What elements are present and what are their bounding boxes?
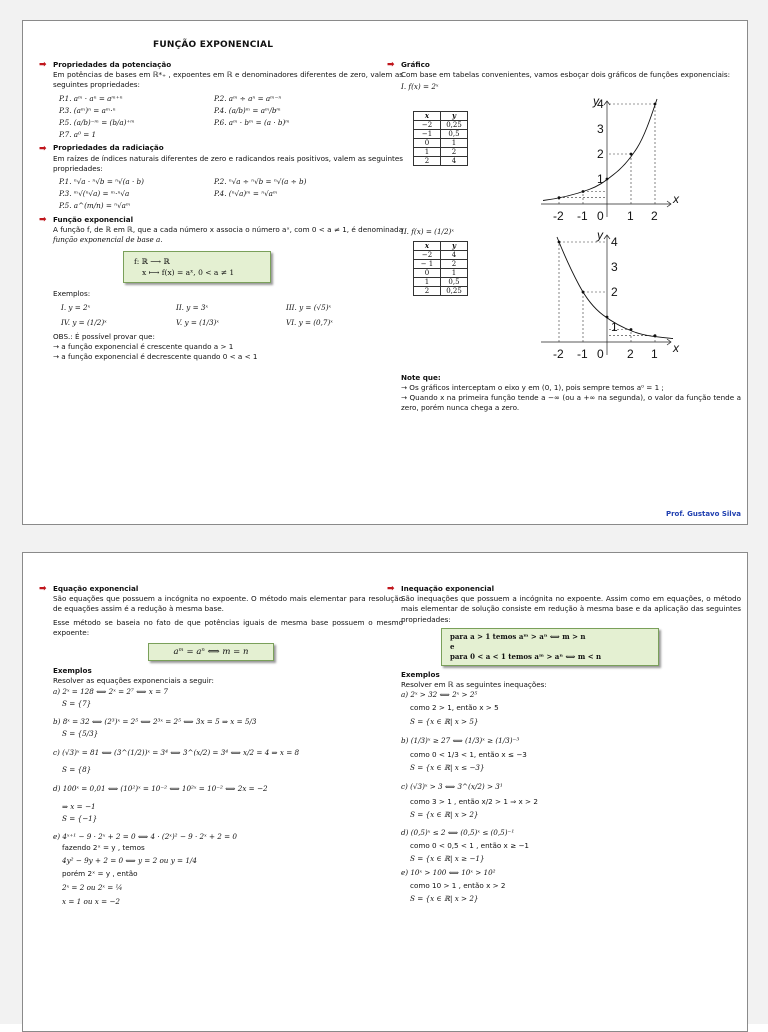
- table-row: 1 2: [414, 147, 468, 156]
- tick-label: 2: [651, 208, 658, 223]
- radiciacao-intro: Em raízes de índices naturais diferentes de zero e radicandos reais positivos, valem as seguintes propriedades:: [53, 153, 403, 173]
- function-2-label: II. f(x) = (1/2)ˣ: [401, 226, 454, 236]
- potenciacao-properties: [59, 94, 403, 141]
- section-funcao-exponencial: ➡ Função exponencial: [39, 214, 134, 225]
- table-row: −1 0,5: [414, 129, 468, 138]
- property: P.1. ⁿ√a · ⁿ√b = ⁿ√(a · b): [59, 177, 144, 187]
- solution-b: S = {5/3}: [62, 729, 99, 739]
- property: P.1. aᵐ · aⁿ = aᵐ⁺ⁿ: [59, 93, 123, 103]
- property: P.4. (a/b)ᵐ = aᵐ/bᵐ: [214, 105, 281, 115]
- solution-d: S = {x ∈ ℝ| x ≥ −1}: [410, 854, 485, 864]
- potenciacao-intro: Em potências de bases em ℝ*₊ , expoentes em ℝ e denominadores diferentes de zero, valem as seguintes propriedades:: [53, 70, 403, 90]
- solution-a: S = {7}: [62, 698, 92, 708]
- axis-label: x: [673, 191, 679, 206]
- property: P.4. (ⁿ√a)ᵐ = ⁿ√aᵐ: [214, 189, 278, 199]
- left-column: [39, 57, 403, 362]
- tick-label: -1: [577, 208, 588, 223]
- axis-label: x: [673, 340, 679, 355]
- section-equacao-exponencial: ➡ Equação exponencial: [39, 584, 139, 595]
- examples-intro: Resolver em ℝ as seguintes inequações:: [401, 680, 547, 690]
- left-column: [39, 581, 403, 908]
- examples-intro: Resolver as equações exponenciais a seguir:: [53, 676, 214, 686]
- function-1-label: I. f(x) = 2ˣ: [401, 82, 439, 92]
- inequality-rules-box: para a > 1 temos aᵐ > aⁿ ⟺ m > n e para 0 < a < 1 temos aᵐ > aⁿ ⟺ m < n: [441, 628, 659, 666]
- obs-crescente: → a função exponencial é crescente quando a > 1: [53, 342, 234, 352]
- tick-label: 0: [597, 346, 604, 361]
- example-b: b) (1/3)ˣ ≥ 27 ⟺ (1/3)ˣ ≥ (1/3)⁻³: [401, 735, 520, 745]
- arrow-bullet-icon: ➡: [387, 584, 395, 595]
- section-radiciacao: ➡ Propriedades da radiciação: [39, 143, 164, 154]
- arrow-bullet-icon: ➡: [39, 214, 47, 225]
- tick-label: 1: [627, 208, 634, 223]
- examples-label: Exemplos: [401, 669, 440, 679]
- arrow-bullet-icon: ➡: [39, 584, 47, 595]
- function-examples: [61, 303, 403, 327]
- step-e-5: x = 1 ou x = −2: [62, 897, 120, 907]
- step-d: ⇒ x = −1: [62, 802, 96, 812]
- tick-label: 1: [597, 171, 604, 186]
- tick-label: 2: [597, 146, 604, 161]
- example-c: c) (√3)ˣ = 81 ⟺ (3^(1/2))ˣ = 3⁴ ⟺ 3^(x/2) = 3⁴ ⟺ x/2 = 4 ⇒ x = 8: [53, 748, 300, 758]
- note-2: → Quando x na primeira função tende a −∞ (ou a +∞ na segunda), o valor da função tende a zero, porém nunca chega a zero.: [401, 393, 741, 413]
- section-grafico: ➡ Gráfico: [387, 60, 430, 71]
- step-e-2: 4y² − 9y + 2 = 0 ⟺ y = 2 ou y = 1/4: [62, 855, 197, 865]
- solution-e: S = {x ∈ ℝ| x > 2}: [410, 894, 479, 904]
- table-row: 1 0,5: [414, 277, 468, 286]
- property: P.2. aᵐ ÷ aⁿ = aᵐ⁻ⁿ: [214, 93, 282, 103]
- table-row: 2 4: [414, 156, 468, 165]
- author-signature: Prof. Gustavo Silva: [665, 510, 741, 518]
- value-table-2: x y −2 4 − 1 2 0 1 1 0,5 2 0,25: [413, 241, 468, 296]
- step-e-3: porém 2ˣ = y , então: [62, 869, 138, 879]
- property: P.7. a⁰ = 1: [59, 130, 97, 140]
- axis-label: y: [593, 93, 599, 108]
- solution-a: S = {x ∈ ℝ| x > 5}: [410, 716, 479, 726]
- note-1: → Os gráficos interceptam o eixo y em (0, 1), pois sempre temos a⁰ = 1 ;: [401, 383, 664, 393]
- page-2: [22, 552, 748, 1032]
- tick-label: 1: [611, 319, 618, 334]
- property: P.6. aᵐ · bᵐ = (a · b)ᵐ: [214, 118, 290, 128]
- example-b: b) 8ˣ = 32 ⟺ (2³)ˣ = 2⁵ ⟺ 2³ˣ = 2⁵ ⟺ 3x = 5 ⇒ x = 5/3: [53, 717, 257, 727]
- table-row: − 1 2: [414, 259, 468, 268]
- inequacao-intro: São inequações que possuem a incógnita no expoente. Assim como em equações, o método mais elementar de solução consiste em redução à mesma base e da aplicação das seguintes propriedades:: [401, 594, 741, 624]
- tick-label: -2: [553, 346, 564, 361]
- example: I. y = 2ˣ: [61, 303, 91, 313]
- step-d: como 0 < 0,5 < 1 , então x ≥ −1: [410, 841, 529, 851]
- section-potenciacao: ➡ Propriedades da potenciação: [39, 60, 172, 71]
- equality-rule-box: aᵐ = aⁿ ⟺ m = n: [148, 643, 274, 661]
- step-b: como 0 < 1/3 < 1, então x ≤ −3: [410, 750, 527, 760]
- property: P.3. (aᵐ)ⁿ = aᵐ·ⁿ: [59, 105, 116, 115]
- solution-c: S = {8}: [62, 764, 92, 774]
- solution-b: S = {x ∈ ℝ| x ≤ −3}: [410, 763, 485, 773]
- tick-label: 2: [611, 284, 618, 299]
- example: II. y = 3ˣ: [176, 303, 209, 313]
- example-d: d) (0,5)ˣ ≤ 2 ⟺ (0,5)ˣ ≤ (0,5)⁻¹: [401, 828, 515, 838]
- table-row: −2 0,25: [414, 120, 468, 129]
- equacao-intro: São equações que possuem a incógnita no expoente. O método mais elementar para resolução de equações assim é a redução à mesma base.: [53, 594, 403, 614]
- example: V. y = (1/3)ˣ: [176, 317, 219, 327]
- tick-label: -2: [553, 208, 564, 223]
- example: III. y = (√5)ˣ: [286, 303, 332, 313]
- table-row: 0 1: [414, 268, 468, 277]
- property: P.5. a^(m/n) = ⁿ√aᵐ: [59, 201, 131, 211]
- note-label: Note que:: [401, 372, 441, 382]
- page-1: [22, 20, 748, 525]
- definition-box: f: ℝ ⟶ ℝ x ⟼ f(x) = aˣ, 0 < a ≠ 1: [123, 251, 271, 283]
- table-row: 0 1: [414, 138, 468, 147]
- example-d: d) 100ˣ = 0,01 ⟺ (10²)ˣ = 10⁻² ⟺ 10²ˣ = 10⁻² ⟺ 2x = −2: [53, 783, 268, 793]
- tick-label: 0: [597, 208, 604, 223]
- grafico-intro: Com base em tabelas convenientes, vamos esboçar dois gráficos de funções exponenciais:: [401, 70, 731, 80]
- tick-label: 4: [611, 234, 618, 249]
- tick-label: 2: [627, 346, 634, 361]
- examples-label: Exemplos:: [53, 289, 91, 299]
- tick-label: 3: [597, 121, 604, 136]
- step-c: como 3 > 1 , então x/2 > 1 ⇒ x > 2: [410, 796, 538, 806]
- obs-label: OBS.: É possível provar que:: [53, 331, 155, 341]
- example-c: c) (√3)ˣ > 3 ⟺ 3^(x/2) > 3¹: [401, 782, 503, 792]
- example-a: a) 2ˣ = 128 ⟺ 2ˣ = 2⁷ ⟺ x = 7: [53, 686, 168, 696]
- graph-2-exponential-decay: [533, 227, 683, 363]
- step-a: como 2 > 1, então x > 5: [410, 703, 499, 713]
- arrow-bullet-icon: ➡: [39, 60, 47, 71]
- tick-label: -1: [577, 346, 588, 361]
- value-table-1: x y −2 0,25 −1 0,5 0 1 1 2 2 4: [413, 111, 468, 166]
- radiciacao-properties: [59, 177, 403, 212]
- property: P.3. ᵐ√(ⁿ√a) = ᵐ·ⁿ√a: [59, 189, 130, 199]
- funcao-definition: A função f, de ℝ em ℝ, que a cada número x associa o número aˣ, com 0 < a ≠ 1, é denominada função exponencial de base a.: [53, 224, 403, 245]
- example: VI. y = (0,7)ˣ: [286, 317, 333, 327]
- section-inequacao-exponencial: ➡ Inequação exponencial: [387, 584, 495, 595]
- property: P.2. ⁿ√a ÷ ⁿ√b = ⁿ√(a ÷ b): [214, 177, 307, 187]
- example-a: a) 2ˣ > 32 ⟺ 2ˣ > 2⁵: [401, 690, 478, 700]
- example-e: e) 10ˣ > 100 ⟺ 10ˣ > 10²: [401, 867, 496, 877]
- axis-label: y: [597, 227, 603, 242]
- arrow-bullet-icon: ➡: [39, 143, 47, 154]
- solution-d: S = {−1}: [62, 814, 98, 824]
- tick-label: 4: [597, 96, 604, 111]
- tick-label: 3: [611, 259, 618, 274]
- step-e-4: 2ˣ = 2 ou 2ˣ = ¼: [62, 883, 123, 893]
- right-column: [387, 57, 741, 414]
- table-row: −2 4: [414, 250, 468, 259]
- tick-label: 1: [651, 346, 658, 361]
- solution-c: S = {x ∈ ℝ| x > 2}: [410, 809, 479, 819]
- equacao-intro-2: Esse método se baseia no fato de que potências iguais de mesma base possuem o mesmo expoente:: [53, 617, 403, 637]
- arrow-bullet-icon: ➡: [387, 60, 395, 71]
- right-column: [387, 581, 741, 904]
- graph-1-area: [401, 93, 741, 225]
- example: IV. y = (1/2)ˣ: [61, 317, 107, 327]
- table-row: 2 0,25: [414, 286, 468, 295]
- property: P.5. (a/b)⁻ᵐ = (b/a)⁺ᵐ: [59, 118, 135, 128]
- obs-decrescente: → a função exponencial é decrescente quando 0 < a < 1: [53, 352, 258, 362]
- step-e-1: fazendo 2ˣ = y , temos: [62, 842, 145, 852]
- example-e: e) 4ˣ⁺¹ − 9 · 2ˣ + 2 = 0 ⟺ 4 · (2ˣ)² − 9 · 2ˣ + 2 = 0: [53, 832, 238, 842]
- examples-label: Exemplos: [53, 666, 92, 676]
- graph-1-exponential-growth: [533, 93, 683, 223]
- step-e: como 10 > 1 , então x > 2: [410, 880, 506, 890]
- page-title: FUNÇÃO EXPONENCIAL: [153, 40, 274, 50]
